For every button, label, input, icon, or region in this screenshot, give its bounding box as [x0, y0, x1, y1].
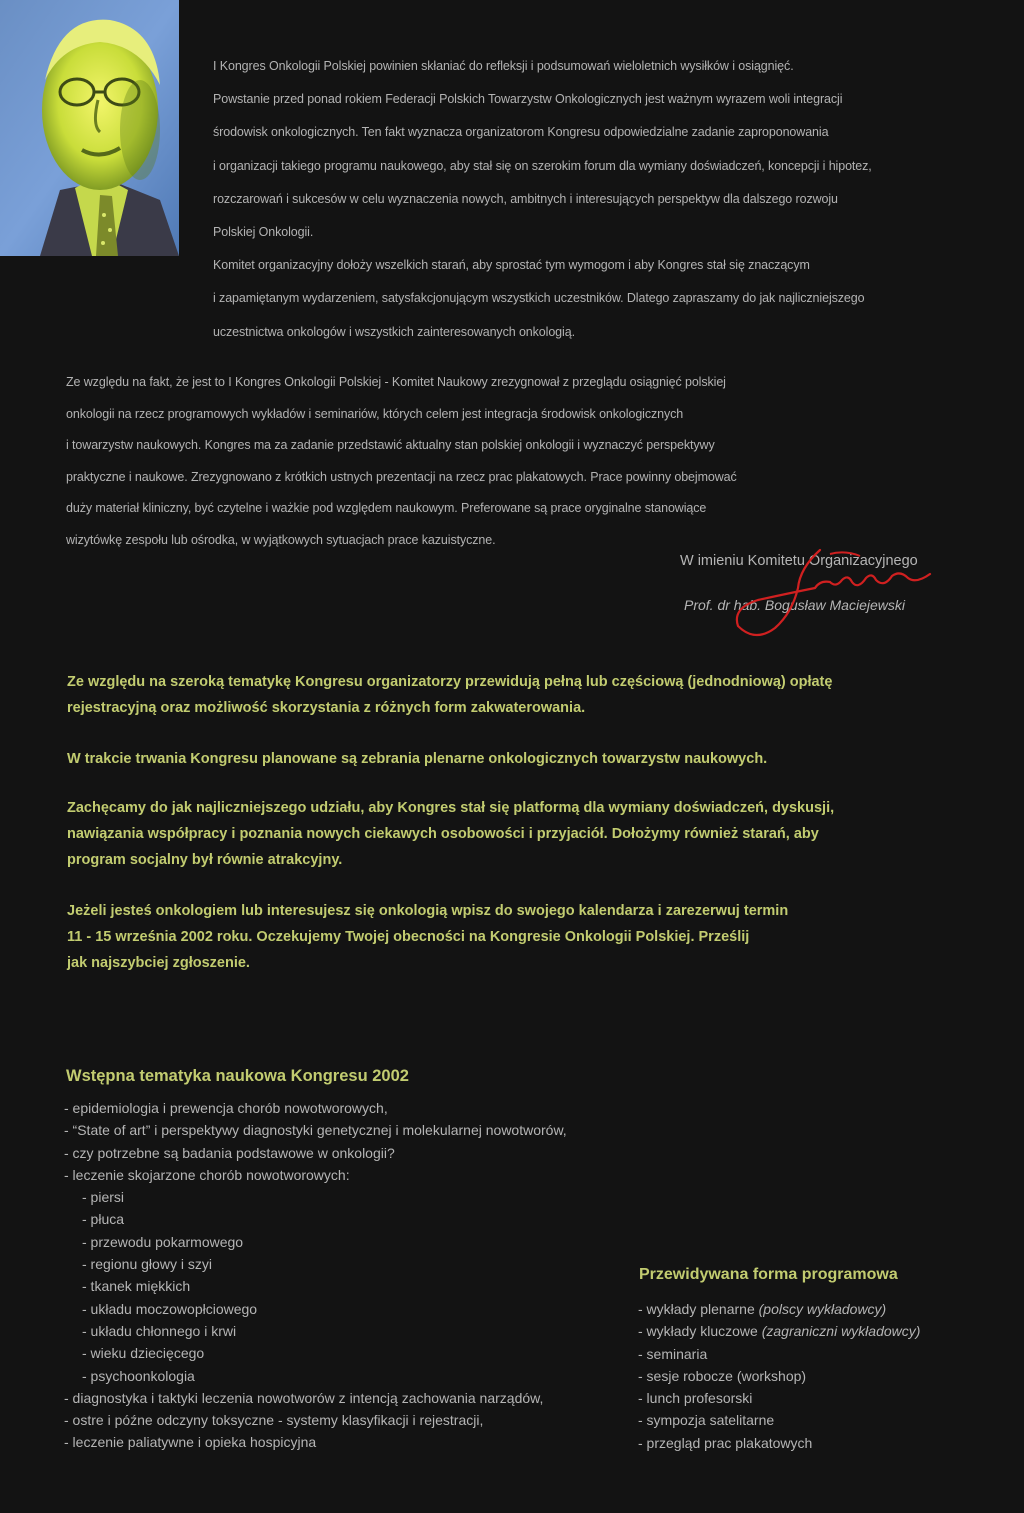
intro-line: i zapamiętanym wydarzeniem, satysfakcjonującym wszystkich uczestników. Dlatego zapraszamy do jak najliczniejszego: [213, 291, 865, 306]
list-subitem: - płuca: [82, 1211, 125, 1228]
committee-line: wizytówkę zespołu lub ośrodka, w wyjątkowych sytuacjach prace kazuistyczne.: [66, 532, 496, 547]
committee-line: praktyczne i naukowe. Zrezygnowano z krótkich ustnych prezentacji na rzecz prac plakatowych. Prace powinny obejmować: [66, 469, 737, 484]
handwritten-signature: [680, 548, 940, 643]
committee-line: duży materiał kliniczny, być czytelne i ważkie pod względem naukowym. Preferowane są prace oryginalne stanowiące: [66, 501, 707, 516]
intro-text: [213, 50, 1003, 349]
list-subitem: - wieku dziecięcego: [82, 1345, 205, 1362]
program-forms-list: [638, 1298, 920, 1454]
committee-text: [66, 367, 966, 557]
info-line: jak najszybciej zgłoszenie.: [67, 955, 250, 971]
info-line: nawiązania współpracy i poznania nowych ciekawych osobowości i przyjaciół. Dołożymy również starań, aby: [67, 826, 819, 842]
intro-line: Komitet organizacyjny dołoży wszelkich starań, aby sprostać tym wymogom i aby Kongres stał się znaczącym: [213, 258, 810, 273]
list-item: - epidemiologia i prewencja chorób nowotworowych,: [64, 1100, 388, 1116]
program-forms-title: Przewidywana forma programowa: [639, 1266, 898, 1283]
list-item: [638, 1409, 920, 1431]
intro-line: i organizacji takiego programu naukowego, aby stał się on szerokim forum dla wymiany doświadczeń, koncepcji i hipotez,: [213, 158, 872, 173]
participation-invite: [67, 795, 987, 873]
list-subitem: - przewodu pokarmowego: [82, 1233, 244, 1250]
list-item: - leczenie skojarzone chorób nowotworowych:: [64, 1166, 350, 1183]
info-line: Zachęcamy do jak najliczniejszego udziału, aby Kongres stał się platformą dla wymiany doświadczeń, dyskusji,: [67, 800, 835, 816]
info-line: Ze względu na szeroką tematykę Kongresu organizatorzy przewidują pełną lub częściową (jednodniową) opłatę: [67, 674, 833, 690]
list-item: [638, 1387, 920, 1409]
item-note: (zagraniczni wykładowcy): [761, 1323, 921, 1340]
item-text: - sympozja satelitarne: [638, 1412, 775, 1429]
list-item: [638, 1432, 920, 1454]
list-subitem: - piersi: [82, 1189, 125, 1206]
item-text: - przegląd prac plakatowych: [638, 1434, 813, 1451]
list-subitem: - tkanek miękkich: [82, 1278, 191, 1295]
intro-line: I Kongres Onkologii Polskiej powinien skłaniać do refleksji i podsumowań wieloletnich wysiłków i osiągnięć.: [213, 59, 794, 73]
portrait-photo: [0, 0, 179, 256]
info-line: Jeżeli jesteś onkologiem lub interesujesz się onkologią wpisz do swojego kalendarza i zarezerwuj termin: [67, 903, 789, 919]
intro-line: środowisk onkologicznych. Ten fakt wyznacza organizatorom Kongresu odpowiedzialne zadanie zaproponowania: [213, 125, 829, 140]
registration-fee-info: [67, 669, 987, 721]
list-item: - leczenie paliatywne i opieka hospicyjna: [64, 1434, 317, 1451]
list-subitem: - układu moczowopłciowego: [82, 1300, 258, 1317]
item-text: - seminaria: [638, 1345, 708, 1362]
list-item: - “State of art” i perspektywy diagnostyki genetycznej i molekularnej nowotworów,: [64, 1122, 567, 1139]
plenary-meetings-info: [67, 746, 987, 772]
signature-caption: W imieniu Komitetu Organizacyjnego: [680, 553, 918, 569]
intro-line: Polskiej Onkologii.: [213, 225, 314, 240]
list-subitem: - regionu głowy i szyi: [82, 1256, 212, 1273]
list-item: - czy potrzebne są badania podstawowe w onkologii?: [64, 1144, 395, 1161]
intro-line: uczestnictwa onkologów i wszystkich zainteresowanych onkologią.: [213, 324, 575, 339]
item-text: - sesje robocze (workshop): [638, 1367, 807, 1384]
info-line: rejestracyjną oraz możliwość skorzystania z różnych form zakwaterowania.: [67, 700, 586, 716]
signature-name: Prof. dr hab. Bogusław Maciejewski: [684, 597, 905, 613]
committee-line: onkologii na rzecz programowych wykładów i seminariów, których celem jest integracja środowisk onkologicznych: [66, 406, 684, 421]
info-line: program socjalny był równie atrakcyjny.: [67, 852, 343, 868]
intro-line: rozczarowań i sukcesów w celu wyznaczenia nowych, ambitnych i interesujących perspektyw dla dalszego rozwoju: [213, 191, 838, 206]
item-note: (polscy wykładowcy): [758, 1301, 887, 1317]
item-text: - wykłady plenarne: [638, 1301, 759, 1317]
topics-title: Wstępna tematyka naukowa Kongresu 2002: [66, 1067, 409, 1085]
list-subitem: - układu chłonnego i krwi: [82, 1322, 237, 1339]
signature-block: [640, 548, 980, 648]
committee-line: i towarzystw naukowych. Kongres ma za zadanie przedstawić aktualny stan polskiej onkologii i wyznaczyć perspektywy: [66, 438, 715, 453]
list-item: - diagnostyka i taktyki leczenia nowotworów z intencją zachowania narządów,: [64, 1389, 544, 1406]
intro-line: Powstanie przed ponad rokiem Federacji Polskich Towarzystw Onkologicznych jest ważnym wyrazem woli integracji: [213, 92, 843, 107]
item-text: - lunch profesorski: [638, 1390, 753, 1407]
committee-line: Ze względu na fakt, że jest to I Kongres Onkologii Polskiej - Komitet Naukowy zrezygnował z przeglądu osiągnięć polskiej: [66, 375, 726, 389]
list-item: [638, 1320, 920, 1342]
date-reservation-info: [67, 898, 987, 976]
list-item: - ostre i późne odczyny toksyczne - systemy klasyfikacji i rejestracji,: [64, 1412, 484, 1429]
item-text: - wykłady kluczowe: [638, 1323, 762, 1340]
list-item: [638, 1365, 920, 1387]
portrait-illustration: [0, 0, 179, 256]
list-item: [638, 1298, 920, 1320]
info-line: W trakcie trwania Kongresu planowane są zebrania plenarne onkologicznych towarzystw naukowych.: [67, 751, 768, 767]
list-subitem: - psychoonkologia: [82, 1367, 195, 1384]
list-item: [638, 1343, 920, 1365]
topics-list: [64, 1097, 567, 1454]
info-line: 11 - 15 września 2002 roku. Oczekujemy Twojej obecności na Kongresie Onkologii Polskiej. Prześlij: [67, 929, 750, 945]
